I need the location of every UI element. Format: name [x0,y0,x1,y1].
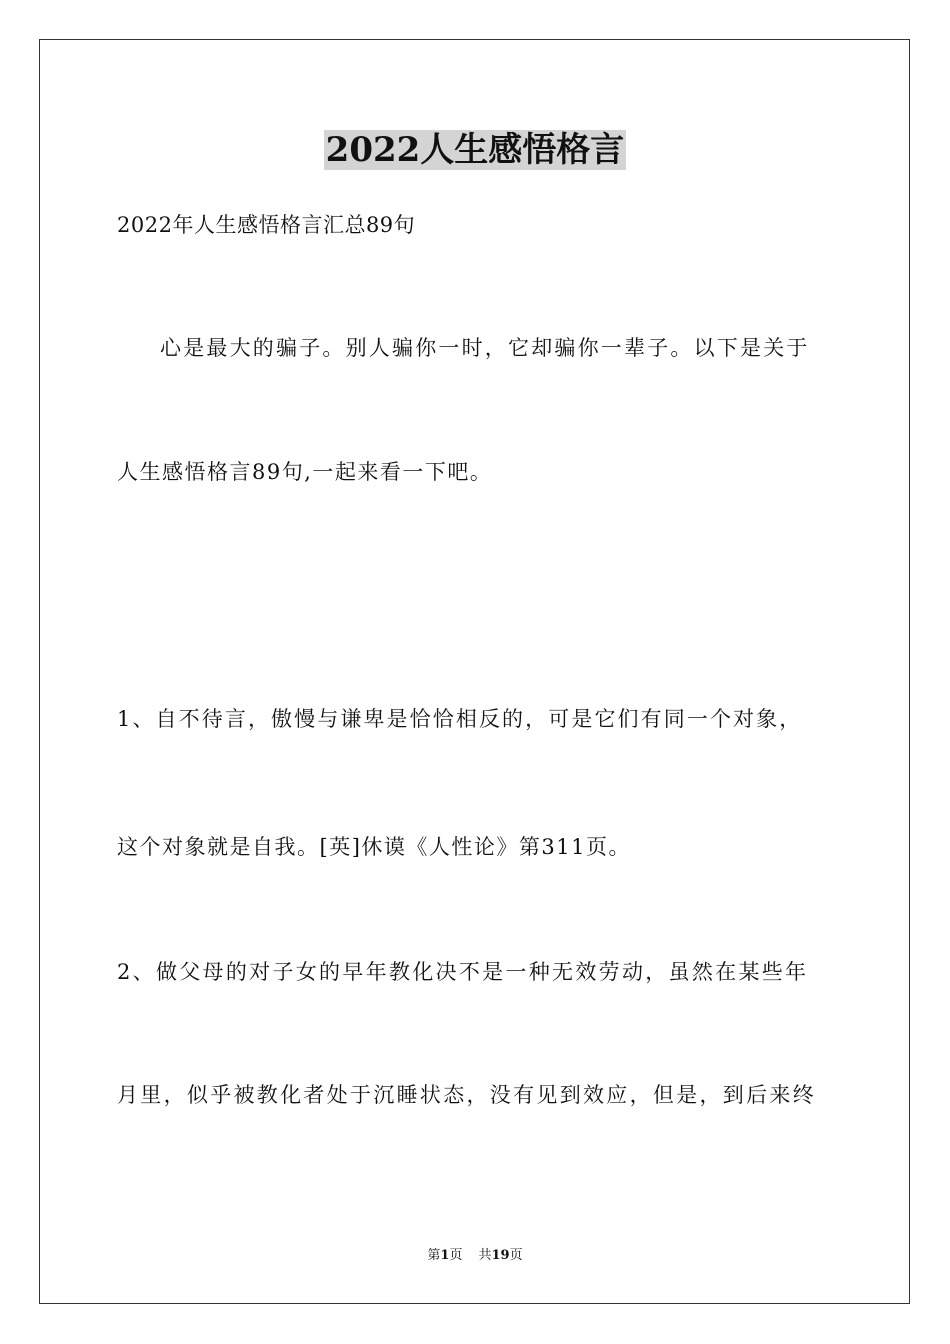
quote-1-line-1: 1、自不待言，傲慢与谦卑是恰恰相反的，可是它们有同一个对象， [117,707,803,731]
document-subtitle: 2022年人生感悟格言汇总89句 [117,213,416,237]
page-footer [0,1247,950,1265]
document-title-text: 2022人生感悟格言 [325,130,625,170]
total-pages: 19 [491,1248,510,1263]
page-prefix: 第 [427,1248,441,1263]
page-suffix: 页 [449,1248,463,1263]
quote-2-line-1: 2、做父母的对子女的早年教化决不是一种无效劳动，虽然在某些年 [117,960,809,984]
total-prefix: 共 [478,1248,492,1263]
quote-2-line-2: 月里，似乎被教化者处于沉睡状态，没有见到效应，但是，到后来终 [117,1083,816,1107]
intro-line-2: 人生感悟格言89句,一起来看一下吧。 [117,460,493,484]
intro-line-1: 心是最大的骗子。别人骗你一时，它却骗你一辈子。以下是关于 [160,336,810,360]
quote-1-line-2: 这个对象就是自我。[英]休谟《人性论》第311页。 [117,835,631,859]
total-suffix: 页 [509,1248,523,1263]
document-title [0,128,950,172]
page-number: 1 [440,1248,450,1263]
